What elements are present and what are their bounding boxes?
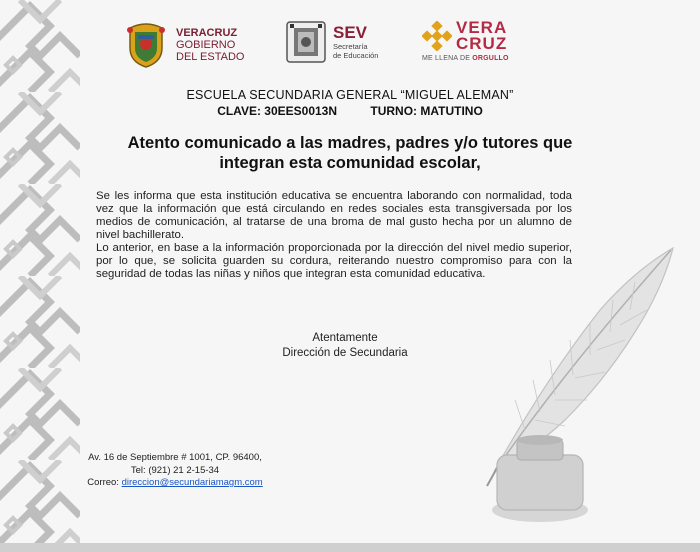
sev-subtitle-1: Secretaría bbox=[333, 42, 368, 51]
veracruz-government-logo bbox=[124, 22, 244, 68]
gobierno-label: GOBIERNO bbox=[176, 39, 236, 51]
notice-paragraph-1: Se les informa que esta institución educativa se encuentra laborando con normalidad, toda vez que la información que está circulando en redes sociales esta transgiversada por los medios de comunicación, al tratarse de una broma de mal gusto hecha por un alumno de nivel bachillerato. bbox=[96, 190, 572, 241]
sev-subtitle-2: de Educación bbox=[333, 51, 379, 60]
school-turno: TURNO: MATUTINO bbox=[370, 104, 483, 118]
contact-address: Av. 16 de Septiembre # 1001, CP. 96400, bbox=[88, 452, 262, 463]
sev-title: SEV bbox=[333, 23, 368, 42]
school-name: ESCUELA SECUNDARIA GENERAL “MIGUEL ALEMAN” bbox=[186, 88, 514, 102]
veracruz-title: VERACRUZ bbox=[176, 27, 238, 39]
veracruz-shield-icon bbox=[124, 22, 168, 68]
contact-phone: Tel: (921) 21 2-15-34 bbox=[130, 464, 220, 476]
headline-line-1: Atento comunicado a las madres, padres y/o tutores que bbox=[127, 134, 573, 152]
quill-inkwell-illustration bbox=[425, 240, 690, 540]
tagline-emphasis: ORGULLO bbox=[472, 55, 509, 62]
school-ids bbox=[0, 104, 700, 118]
veracruz-brand-logo bbox=[422, 20, 522, 72]
cruz-word: CRUZ bbox=[456, 34, 508, 53]
contact-email-row bbox=[60, 477, 290, 490]
brand-tagline bbox=[422, 55, 522, 62]
signature-line: Dirección de Secundaria bbox=[282, 347, 408, 359]
notice-paragraph-2: Lo anterior, en base a la información proporcionada por la dirección del nivel medio superior, por lo que, se solicita guarden su cordura, reiterando nuestro compromiso para con la seguridad de todas las niñas y niños que integran esta comunidad educativa. bbox=[96, 242, 572, 280]
contact-block bbox=[60, 452, 290, 490]
del-estado-label: DEL ESTADO bbox=[176, 51, 245, 63]
bottom-border bbox=[0, 543, 700, 552]
sev-logo bbox=[285, 20, 378, 64]
closing-salutation: Atentamente bbox=[312, 332, 378, 344]
email-label: Correo: bbox=[87, 477, 122, 488]
notice-headline bbox=[60, 133, 640, 173]
email-link[interactable]: direccion@secundariamagm.com bbox=[121, 477, 263, 488]
sev-emblem-icon bbox=[285, 20, 327, 64]
vera-word: VERA bbox=[456, 18, 508, 37]
closing-block bbox=[220, 331, 470, 361]
tagline-prefix: ME LLENA DE bbox=[422, 55, 471, 62]
headline-line-2: integran esta comunidad escolar, bbox=[219, 154, 481, 172]
school-clave: CLAVE: 30EES0013N bbox=[217, 104, 338, 118]
notice-body bbox=[96, 190, 572, 281]
flower-pattern-icon bbox=[422, 21, 452, 51]
